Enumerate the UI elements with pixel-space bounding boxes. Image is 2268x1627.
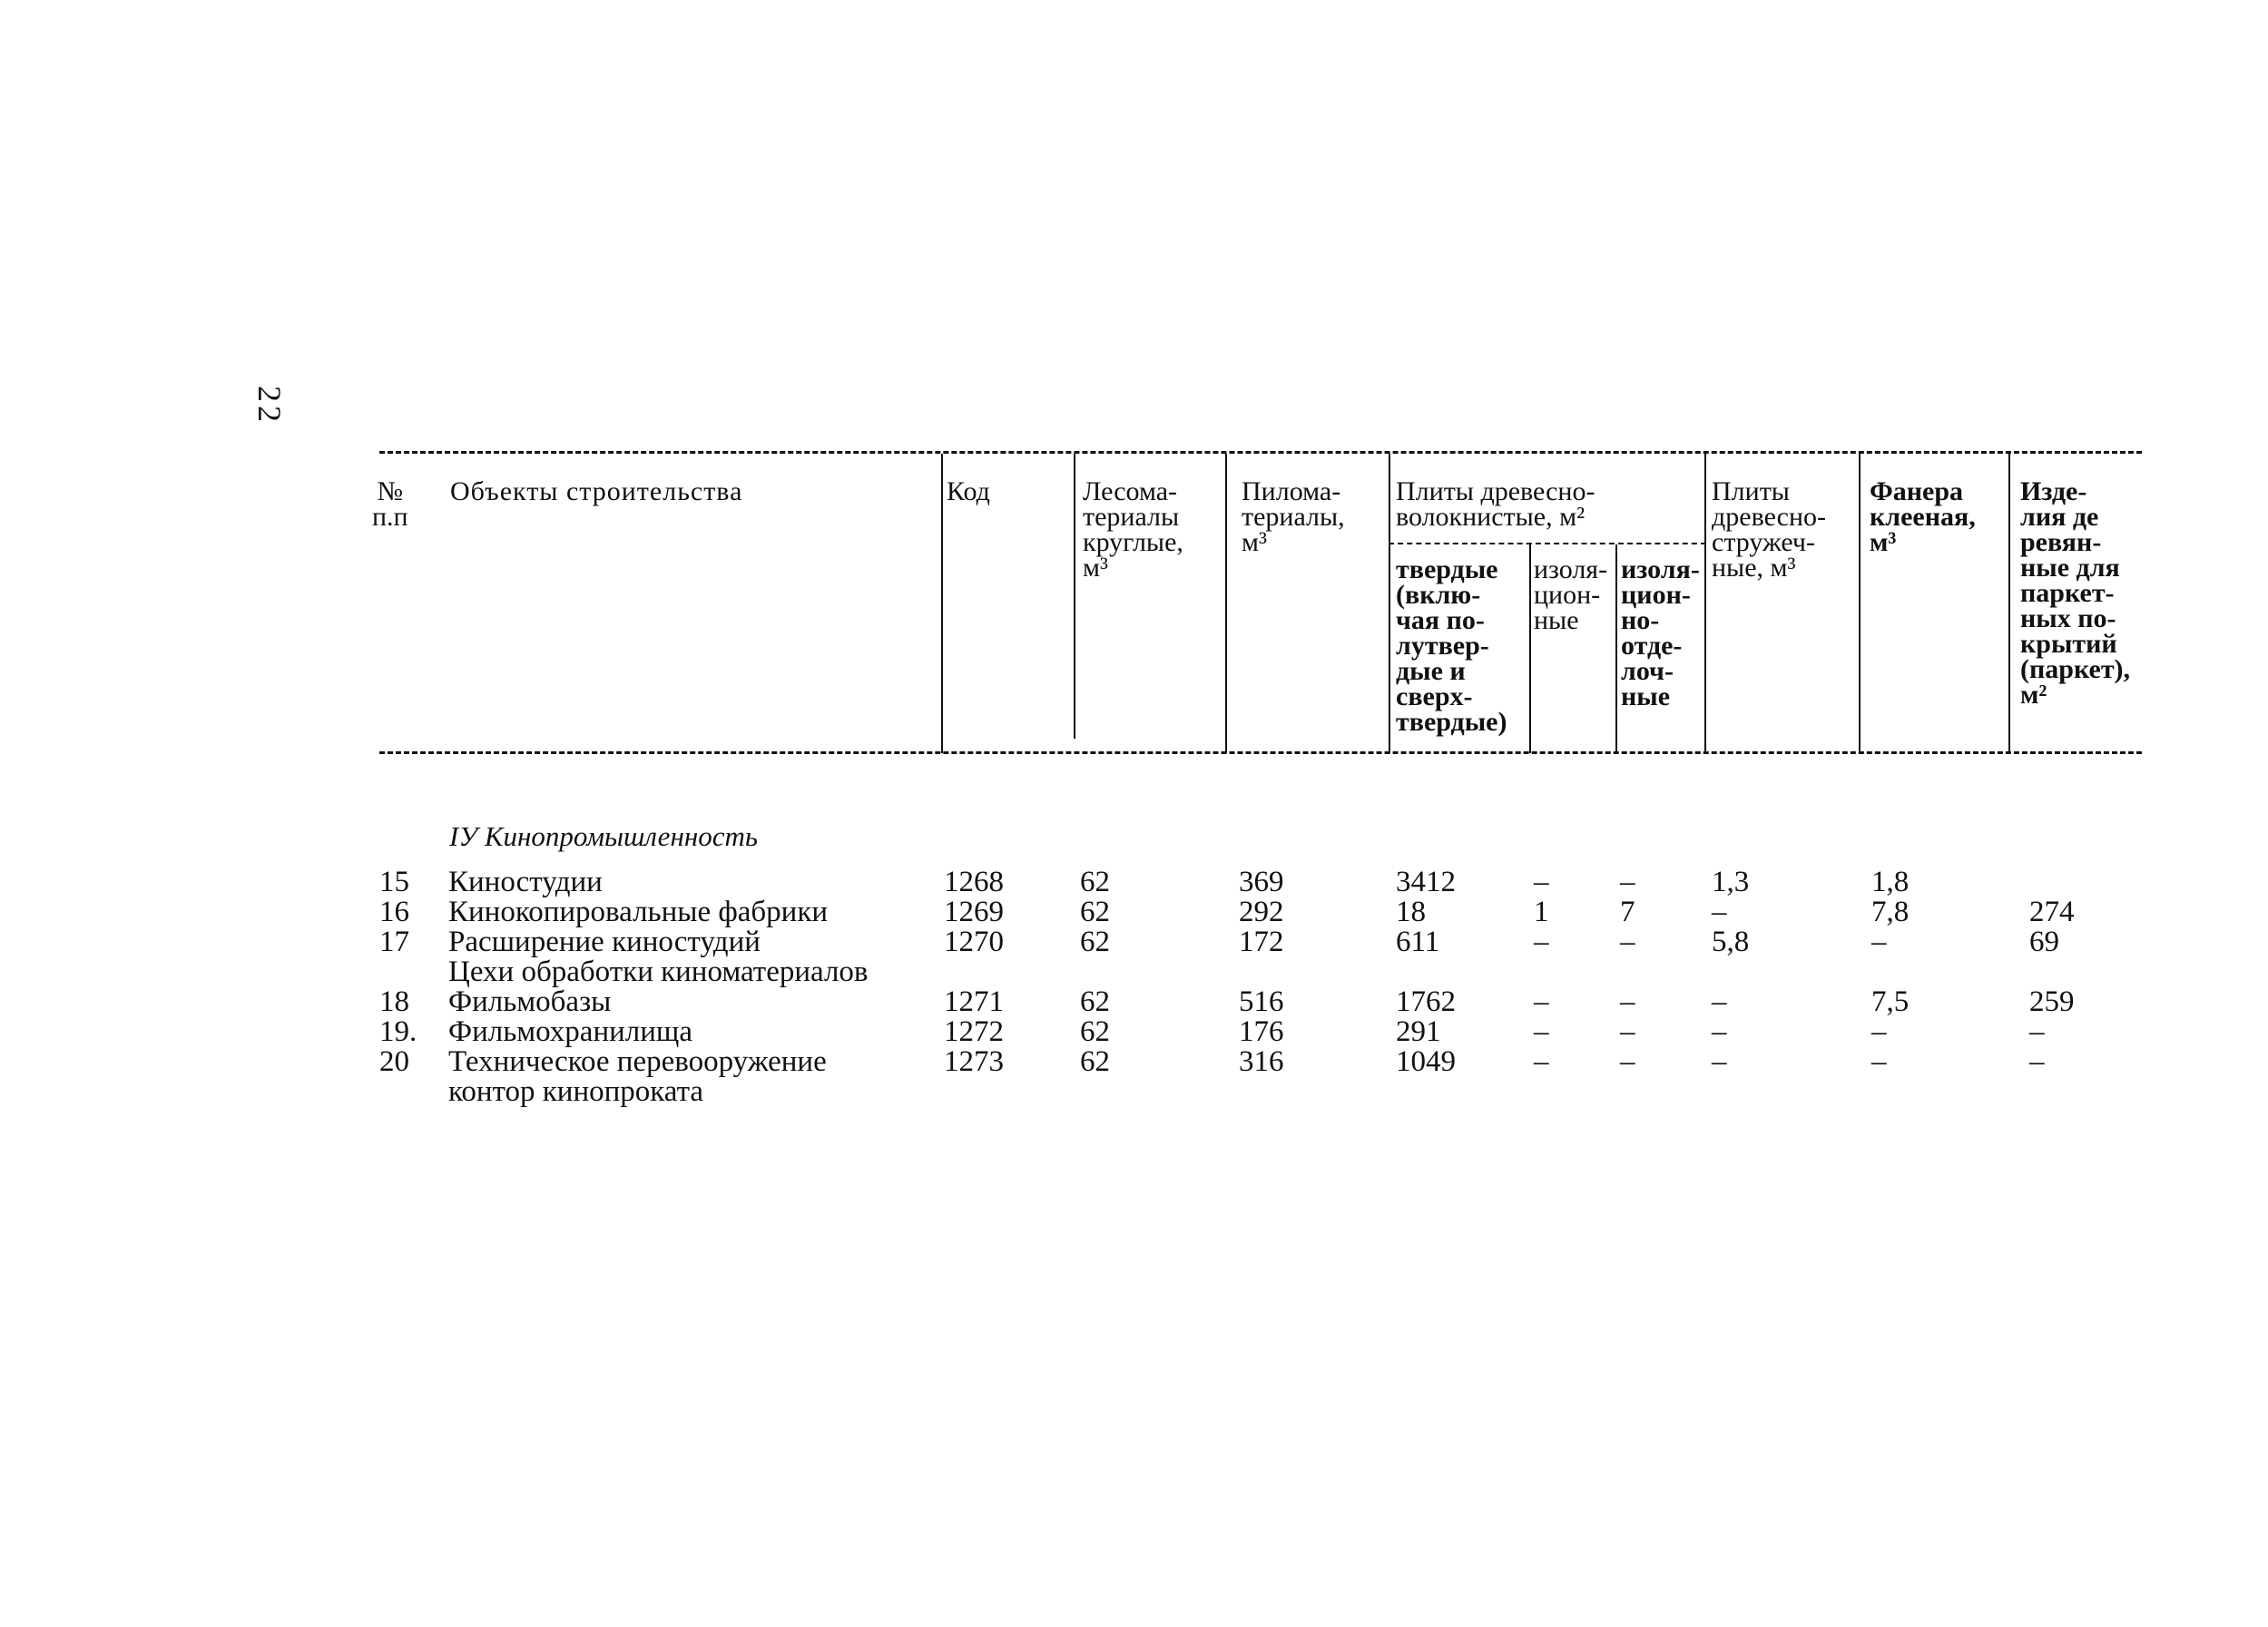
header-fiberboard-group: Плиты древесно- волокнистые, м² — [1396, 476, 1595, 532]
row-code: 1268 — [944, 866, 1004, 898]
row-hard: 1762 — [1396, 985, 1456, 1018]
row-parquet: – — [2029, 1045, 2045, 1078]
row-insul-fin: – — [1620, 1015, 1635, 1048]
row-plywood: – — [1871, 1015, 1887, 1048]
row-code: 1273 — [944, 1045, 1004, 1078]
row-insul-fin: – — [1620, 926, 1635, 958]
column-divider — [2008, 454, 2010, 753]
header-plywood: Фанера клееная, м³ — [1870, 476, 1976, 557]
row-hard: 3412 — [1396, 866, 1456, 898]
column-divider — [941, 454, 943, 753]
header-fiber-insulating: изоля- цион- ные — [1534, 554, 1608, 635]
row-num: 18 — [379, 985, 409, 1018]
row-chip: 1,3 — [1712, 866, 1750, 898]
row-parquet: 259 — [2029, 985, 2075, 1018]
row-plywood: – — [1871, 926, 1887, 958]
row-insul: – — [1534, 1045, 1549, 1078]
row-num: 20 — [379, 1045, 409, 1078]
row-parquet: – — [2029, 1015, 2045, 1048]
row-insul-fin: – — [1620, 1045, 1635, 1078]
page-number: 22 — [251, 386, 288, 426]
row-parquet: 69 — [2029, 926, 2059, 958]
row-insul-fin: 7 — [1620, 896, 1635, 928]
row-round: 62 — [1080, 926, 1110, 958]
row-code: 1269 — [944, 896, 1004, 928]
header-sawn-timber: Пилома- териалы, м³ — [1242, 476, 1345, 557]
row-hard: 18 — [1396, 896, 1426, 928]
row-num: 19. — [379, 1015, 417, 1048]
row-insul: – — [1534, 926, 1549, 958]
header-chipboard: Плиты древесно- стружеч- ные, м³ — [1712, 476, 1826, 583]
row-chip: – — [1712, 1045, 1727, 1078]
row-round: 62 — [1080, 1045, 1110, 1078]
row-num: 17 — [379, 926, 409, 958]
column-divider — [1225, 454, 1227, 753]
row-round: 62 — [1080, 1015, 1110, 1048]
header-fiber-hard: твердые (вклю- чая по- лутвер- дые и сверх- твердые) — [1396, 554, 1507, 737]
row-name: Кинокопировальные фабрики — [448, 896, 829, 928]
header-round-timber: Лесома- териалы круглые, м³ — [1083, 476, 1183, 583]
row-chip: – — [1712, 985, 1727, 1018]
table-top-rule — [379, 451, 2142, 454]
section-title: IУ Кинопромышленность — [449, 820, 758, 852]
header-code: Код — [947, 476, 990, 506]
row-insul: – — [1534, 866, 1549, 898]
row-sawn: 369 — [1239, 866, 1284, 898]
row-sawn: 292 — [1239, 896, 1284, 928]
row-sawn: 176 — [1239, 1015, 1284, 1048]
header-fiber-insulating-finishing: изоля- цион- но- отде- лоч- ные — [1621, 554, 1700, 711]
row-insul-fin: – — [1620, 985, 1635, 1018]
row-parquet: 274 — [2029, 896, 2075, 928]
row-name: Киностудии — [448, 866, 603, 898]
row-hard: 1049 — [1396, 1045, 1456, 1078]
row-name: Цехи обработки киноматериалов — [448, 956, 869, 988]
row-num: 16 — [379, 896, 409, 928]
row-code: 1270 — [944, 926, 1004, 958]
row-name: контор кинопроката — [448, 1075, 704, 1108]
column-divider — [1859, 454, 1861, 753]
column-divider — [1074, 454, 1075, 739]
row-sawn: 172 — [1239, 926, 1284, 958]
row-plywood: – — [1871, 1045, 1887, 1078]
row-round: 62 — [1080, 866, 1110, 898]
row-round: 62 — [1080, 985, 1110, 1018]
table-header-bottom-rule — [379, 751, 2142, 754]
row-chip: 5,8 — [1712, 926, 1750, 958]
row-name: Техническое перевооружение — [448, 1045, 827, 1078]
row-round: 62 — [1080, 896, 1110, 928]
row-plywood: 7,8 — [1871, 896, 1910, 928]
header-object: Объекты строительства — [450, 476, 743, 506]
row-name: Фильмобазы — [448, 985, 612, 1018]
row-code: 1272 — [944, 1015, 1004, 1048]
row-chip: – — [1712, 896, 1727, 928]
row-hard: 611 — [1396, 926, 1440, 958]
row-sawn: 316 — [1239, 1045, 1284, 1078]
row-insul: – — [1534, 1015, 1549, 1048]
row-insul-fin: – — [1620, 866, 1635, 898]
row-name: Фильмохранилища — [448, 1015, 692, 1048]
row-sawn: 516 — [1239, 985, 1284, 1018]
row-num: 15 — [379, 866, 409, 898]
row-plywood: 1,8 — [1871, 866, 1910, 898]
row-hard: 291 — [1396, 1015, 1441, 1048]
row-code: 1271 — [944, 985, 1004, 1018]
row-plywood: 7,5 — [1871, 985, 1910, 1018]
column-divider — [1615, 544, 1617, 753]
column-divider — [1529, 544, 1531, 753]
row-chip: – — [1712, 1015, 1727, 1048]
header-parquet: Изде- лия де ревян- ные для паркет- ных по- крытий (паркет), м² — [2020, 476, 2131, 710]
row-insul: 1 — [1534, 896, 1549, 928]
row-name: Расширение киностудий — [448, 926, 761, 958]
fiberboard-subheader-rule — [1389, 543, 1706, 544]
row-insul: – — [1534, 985, 1549, 1018]
header-num: № п.п — [372, 476, 408, 532]
column-divider — [1704, 454, 1706, 753]
column-divider — [1389, 454, 1390, 753]
